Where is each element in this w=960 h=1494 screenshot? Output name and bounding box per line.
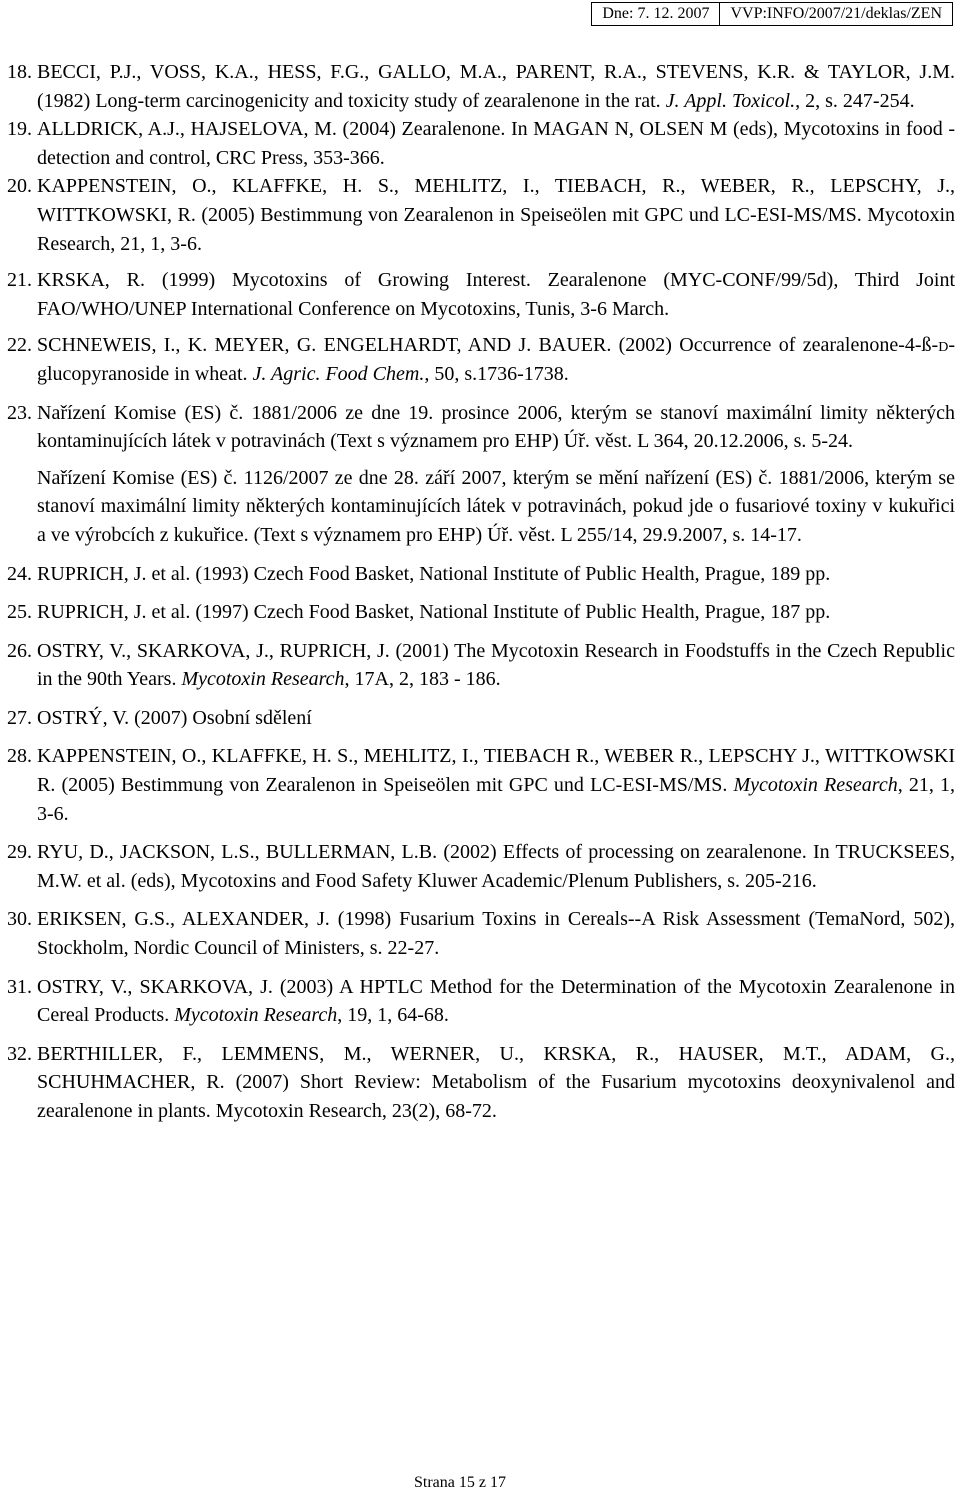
reference-item [7, 266, 955, 323]
reference-text: OSTRÝ, V. (2007) Osobní sdělení [37, 706, 312, 729]
reference-number: 20. [7, 175, 32, 198]
reference-item [7, 560, 955, 589]
reference-item [7, 58, 955, 115]
reference-number: 27. [7, 706, 32, 729]
reference-number: 19. [7, 118, 32, 141]
reference-number: 21. [7, 269, 32, 292]
reference-number: 30. [7, 908, 32, 931]
reference-number: 25. [7, 601, 32, 624]
reference-item [7, 331, 955, 388]
reference-item [7, 973, 955, 1030]
reference-text: KAPPENSTEIN, O., KLAFFKE, H. S., MEHLITZ, I., TIEBACH, R., WEBER, R., LEPSCHY, J., WITTKOWSKI, R. (2005) Bestimmung von Zearalenon in Speiseölen mit GPC und LC-ESI-MS/MS. Mycotoxin Research, 21, 1, 3-6. [37, 175, 955, 255]
reference-text: RUPRICH, J. et al. (1993) Czech Food Basket, National Institute of Public Health, Prague, 189 pp. [37, 562, 831, 585]
reference-item [7, 115, 955, 172]
reference-item [7, 742, 955, 828]
reference-text: BECCI, P.J., VOSS, K.A., HESS, F.G., GALLO, M.A., PARENT, R.A., STEVENS, K.R. & TAYLOR, J.M. (1982) Long-term carcinogenicity and toxicity study of zearalenone in the rat. J. Appl. Toxicol., 2, s. 247-254. [37, 61, 955, 112]
reference-item [7, 637, 955, 694]
reference-text: SCHNEWEIS, I., K. MEYER, G. ENGELHARDT, AND J. BAUER. (2002) Occurrence of zearalenone-4-ß-d-glucopyranoside in wheat. J. Agric. Food Chem., 50, s.1736-1738. [37, 334, 955, 385]
header-reference: VVP:INFO/2007/21/deklas/ZEN [719, 3, 952, 25]
reference-item [7, 172, 955, 258]
reference-number: 32. [7, 1042, 32, 1065]
journal-title: Mycotoxin Research [174, 1004, 338, 1027]
reference-number: 26. [7, 639, 32, 662]
header-date: Dne: 7. 12. 2007 [602, 5, 710, 22]
reference-text: BERTHILLER, F., LEMMENS, M., WERNER, U., KRSKA, R., HAUSER, M.T., ADAM, G., SCHUHMACHER, R. (2007) Short Review: Metabolism of the Fusarium mycotoxins deoxynivalenol and zearalenone in plants. Mycotoxin Research, 23(2), 68-72. [37, 1042, 955, 1122]
reference-text: KAPPENSTEIN, O., KLAFFKE, H. S., MEHLITZ, I., TIEBACH R., WEBER R., LEPSCHY J., WITTKOWSKI R. (2005) Bestimmung von Zearalenon in Speiseölen mit GPC und LC-ESI-MS/MS. Mycotoxin Research, 21, 1, 3-6. [37, 745, 956, 825]
reference-text: RUPRICH, J. et al. (1997) Czech Food Basket, National Institute of Public Health, Prague, 187 pp. [37, 601, 831, 624]
reference-text: KRSKA, R. (1999) Mycotoxins of Growing Interest. Zearalenone (MYC-CONF/99/5d), Third Joint FAO/WHO/UNEP International Conference on Mycotoxins, Tunis, 3-6 March. [37, 269, 955, 320]
reference-item [7, 838, 955, 895]
reference-item [7, 598, 955, 627]
reference-text: OSTRY, V., SKARKOVA, J. (2003) A HPTLC Method for the Determination of the Mycotoxin Zearalenone in Cereal Products. Mycotoxin Research, 19, 1, 64-68. [37, 975, 955, 1027]
reference-text: RYU, D., JACKSON, L.S., BULLERMAN, L.B. (2002) Effects of processing on zearalenone. In TRUCKSEES, M.W. et al. (eds), Mycotoxins and Food Safety Kluwer Academic/Plenum Publishers, s. 205-216. [37, 841, 955, 892]
reference-text: ERIKSEN, G.S., ALEXANDER, J. (1998) Fusarium Toxins in Cereals--A Risk Assessment (TemaNord, 502), Stockholm, Nordic Council of Ministers, s. 22-27. [37, 908, 955, 960]
reference-number: 18. [7, 61, 32, 83]
reference-number: 23. [7, 401, 32, 424]
reference-text: OSTRY, V., SKARKOVA, J., RUPRICH, J. (2001) The Mycotoxin Research in Foodstuffs in the Czech Republic in the 90th Years. Mycotoxin Research, 17A, 2, 183 - 186. [37, 639, 955, 691]
reference-subitem: Nařízení Komise (ES) č. 1126/2007 ze dne 28. září 2007, kterým se mění nařízení (ES) č. 1881/2006, kterým se stanoví maximální limity některých kontaminujících látek v potravinách, pokud jde o fusariové toxiny v kukuřici a ve výrobcích z kukuřice. (Text s významem pro EHP) Úř. věst. L 255/14, 29.9.2007, s. 14-17. [37, 466, 955, 546]
reference-number: 29. [7, 841, 32, 864]
page-header [591, 2, 953, 26]
reference-number: 22. [7, 334, 32, 357]
reference-number: 31. [7, 975, 32, 998]
journal-title: Mycotoxin Research [733, 774, 898, 797]
reference-item [7, 905, 955, 962]
reference-number: 28. [7, 745, 32, 768]
reference-item [7, 1040, 955, 1126]
reference-item [7, 399, 955, 456]
page-number: Strana 15 z 17 [414, 1474, 506, 1491]
reference-list [7, 58, 955, 1126]
journal-title: J. Appl. Toxicol. [665, 89, 796, 112]
reference-text: Nařízení Komise (ES) č. 1881/2006 ze dne 19. prosince 2006, kterým se stanoví maximální limity některých kontaminujících látek v potravinách (Text s významem pro EHP) Úř. věst. L 364, 20.12.2006, s. 5-24. [37, 401, 955, 453]
reference-text: ALLDRICK, A.J., HAJSELOVA, M. (2004) Zearalenone. In MAGAN N, OLSEN M (eds), Mycotoxins in food - detection and control, CRC Press, 353-366. [37, 118, 955, 169]
reference-item [7, 704, 955, 733]
journal-title: J. Agric. Food Chem. [252, 362, 425, 385]
reference-number: 24. [7, 562, 32, 585]
journal-title: Mycotoxin Research [181, 668, 345, 691]
